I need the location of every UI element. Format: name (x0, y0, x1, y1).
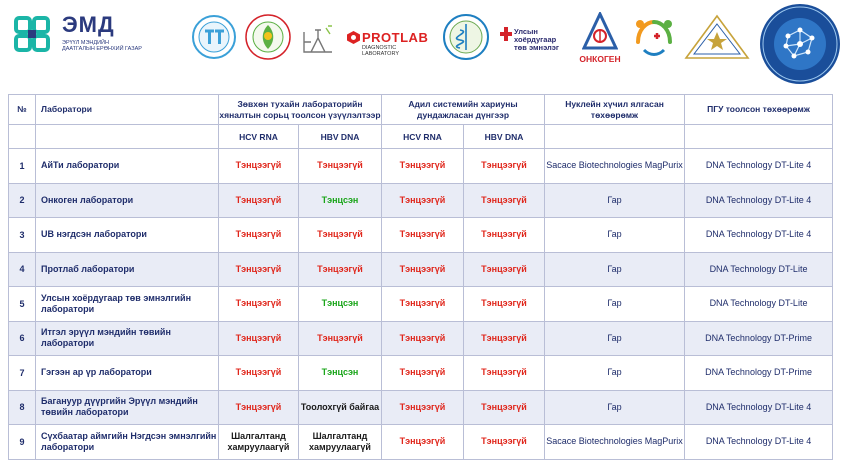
pcr-device: DNA Technology DT-Lite 4 (685, 425, 833, 460)
header-num: № (9, 95, 36, 125)
protlab-logo (346, 12, 432, 62)
result-g2-hbv: Тэнцээгүй (464, 356, 545, 391)
result-g2-hcv: Тэнцээгүй (382, 321, 464, 356)
result-g1-hcv: Тэнцээгүй (219, 183, 299, 218)
row-number: 2 (9, 183, 36, 218)
onkogen-name: ОНКОГЕН (579, 54, 621, 64)
pcr-device: DNA Technology DT-Lite 4 (685, 390, 833, 425)
table-row (9, 425, 833, 460)
result-g2-hbv: Тэнцээгүй (464, 390, 545, 425)
people-heart-icon (630, 12, 678, 62)
pcr-device: DNA Technology DT-Lite (685, 287, 833, 322)
result-g2-hcv: Тэнцээгүй (382, 425, 464, 460)
extraction-device: Sacace Biotechnologies MagPurix (545, 149, 685, 184)
ulsyn-hospital-name: Улсын хоёрдугаар төв эмнэлэг (514, 27, 560, 52)
result-g1-hcv: Тэнцээгүй (219, 149, 299, 184)
cross-icon (500, 26, 512, 42)
table-row (9, 287, 833, 322)
protlab-icon (346, 30, 361, 45)
row-number: 1 (9, 149, 36, 184)
extraction-device: Гар (545, 218, 685, 253)
result-g1-hcv: Тэнцээгүй (219, 390, 299, 425)
extraction-device: Гар (545, 356, 685, 391)
result-g2-hbv: Тэнцээгүй (464, 218, 545, 253)
ulsyn-hospital-logo (500, 12, 566, 62)
table-row (9, 218, 833, 253)
result-g2-hbv: Тэнцээгүй (464, 287, 545, 322)
emd-logo (10, 10, 140, 58)
row-number: 5 (9, 287, 36, 322)
subheader-empty (36, 125, 219, 149)
result-g2-hbv: Тэнцээгүй (464, 321, 545, 356)
laboratory-name: Онкоген лаборатори (36, 183, 219, 218)
caduceus-emblem-icon (440, 12, 492, 62)
table-row (9, 149, 833, 184)
table-row (9, 321, 833, 356)
table-row (9, 390, 833, 425)
result-g2-hbv: Тэнцээгүй (464, 183, 545, 218)
result-g2-hcv: Тэнцээгүй (382, 390, 464, 425)
pcr-device: DNA Technology DT-Lite 4 (685, 183, 833, 218)
laboratory-name: АйТи лаборатори (36, 149, 219, 184)
logo-header (0, 0, 842, 92)
result-g1-hbv: Тоолохгүй байгаа (299, 390, 382, 425)
pcr-device: DNA Technology DT-Lite 4 (685, 149, 833, 184)
table-subheader-row (9, 125, 833, 149)
result-g1-hcv: Тэнцээгүй (219, 287, 299, 322)
org-subtitle: ЭРҮҮЛ МЭНДИЙН ДААТГАЛЫН ЕРӨНХИЙ ГАЗАР (62, 40, 142, 52)
extraction-device: Гар (545, 321, 685, 356)
result-g2-hbv: Тэнцээгүй (464, 252, 545, 287)
extraction-device: Гар (545, 183, 685, 218)
pcr-device: DNA Technology DT-Prime (685, 356, 833, 391)
laboratory-name: Улсын хоёрдугаар төв эмнэлгийн лаборатори (36, 287, 219, 322)
result-g1-hbv: Тэнцсэн (299, 287, 382, 322)
results-table (8, 94, 833, 460)
row-number: 6 (9, 321, 36, 356)
row-number: 7 (9, 356, 36, 391)
row-number: 4 (9, 252, 36, 287)
table-header-row (9, 95, 833, 125)
baganuur-emblem-icon (244, 12, 292, 62)
laboratory-name: Багануур дүүргийн Эрүүл мэндийн төвийн лаборатори (36, 390, 219, 425)
subheader-empty (545, 125, 685, 149)
result-g1-hbv: Тэнцээгүй (299, 321, 382, 356)
protlab-subtitle: DIAGNOSTIC LABORATORY (362, 45, 399, 57)
header-extraction-device: Нуклейн хүчил ялгасан төхөөрөмж (545, 95, 685, 125)
result-g1-hcv: Шалгалтанд хамруулаагүй (219, 425, 299, 460)
triangle-star-icon (682, 12, 752, 62)
result-g1-hbv: Тэнцээгүй (299, 252, 382, 287)
tt-lab-icon (190, 12, 238, 62)
row-number: 9 (9, 425, 36, 460)
extraction-device: Гар (545, 390, 685, 425)
table-row (9, 252, 833, 287)
result-g1-hbv: Шалгалтанд хамруулаагүй (299, 425, 382, 460)
laboratory-name: Протлаб лаборатори (36, 252, 219, 287)
subheader-hbv: HBV DNA (299, 125, 382, 149)
header-pcr-device: ПГУ тоолсон төхөөрөмж (685, 95, 833, 125)
laboratory-name: Гэгээн ар үр лаборатори (36, 356, 219, 391)
result-g2-hcv: Тэнцээгүй (382, 149, 464, 184)
result-g2-hcv: Тэнцээгүй (382, 218, 464, 253)
result-g2-hcv: Тэнцээгүй (382, 356, 464, 391)
result-g2-hcv: Тэнцээгүй (382, 287, 464, 322)
pcr-device: DNA Technology DT-Lite (685, 252, 833, 287)
laboratory-name: UB нэгдсэн лаборатори (36, 218, 219, 253)
result-g2-hcv: Тэнцээгүй (382, 183, 464, 218)
row-number: 8 (9, 390, 36, 425)
header-group-own-control: Зөвхөн тухайн лабораторийн хяналтын сорьц тоолсон үзүүлэлтээр (219, 95, 382, 125)
result-g1-hbv: Тэнцсэн (299, 356, 382, 391)
result-g2-hcv: Тэнцээгүй (382, 252, 464, 287)
result-g1-hcv: Тэнцээгүй (219, 321, 299, 356)
header-lab: Лаборатори (36, 95, 219, 125)
table-body (9, 149, 833, 460)
table-row (9, 183, 833, 218)
laboratory-name: Сүхбаатар аймгийн Нэгдсэн эмнэлгийн лаборатори (36, 425, 219, 460)
pcr-device: DNA Technology DT-Lite 4 (685, 218, 833, 253)
result-g1-hbv: Тэнцсэн (299, 183, 382, 218)
onkogen-logo (572, 12, 628, 62)
emd-knot-icon (10, 12, 54, 56)
org-name: ЭМД (62, 12, 115, 37)
result-g1-hcv: Тэнцээгүй (219, 252, 299, 287)
header-group-system-average: Адил системийн хариуны дундажласан дүнгээр (382, 95, 545, 125)
table-row (9, 356, 833, 391)
row-number: 3 (9, 218, 36, 253)
onkogen-triangle-icon (582, 12, 618, 52)
result-g1-hcv: Тэнцээгүй (219, 356, 299, 391)
pcr-device: DNA Technology DT-Prime (685, 321, 833, 356)
result-g1-hbv: Тэнцээгүй (299, 149, 382, 184)
laboratory-name: Итгэл эрүүл мэндийн төвийн лаборатори (36, 321, 219, 356)
result-g1-hbv: Тэнцээгүй (299, 218, 382, 253)
subheader-hcv: HCV RNA (219, 125, 299, 149)
molecule-circle-icon (758, 2, 842, 86)
lab-flask-icon (298, 12, 338, 62)
subheader-empty (9, 125, 36, 149)
extraction-device: Гар (545, 252, 685, 287)
extraction-device: Гар (545, 287, 685, 322)
subheader-hbv: HBV DNA (464, 125, 545, 149)
result-g1-hcv: Тэнцээгүй (219, 218, 299, 253)
protlab-name: PROTLAB (362, 30, 429, 45)
subheader-empty (685, 125, 833, 149)
extraction-device: Sacace Biotechnologies MagPurix (545, 425, 685, 460)
result-g2-hbv: Тэнцээгүй (464, 425, 545, 460)
result-g2-hbv: Тэнцээгүй (464, 149, 545, 184)
subheader-hcv: HCV RNA (382, 125, 464, 149)
